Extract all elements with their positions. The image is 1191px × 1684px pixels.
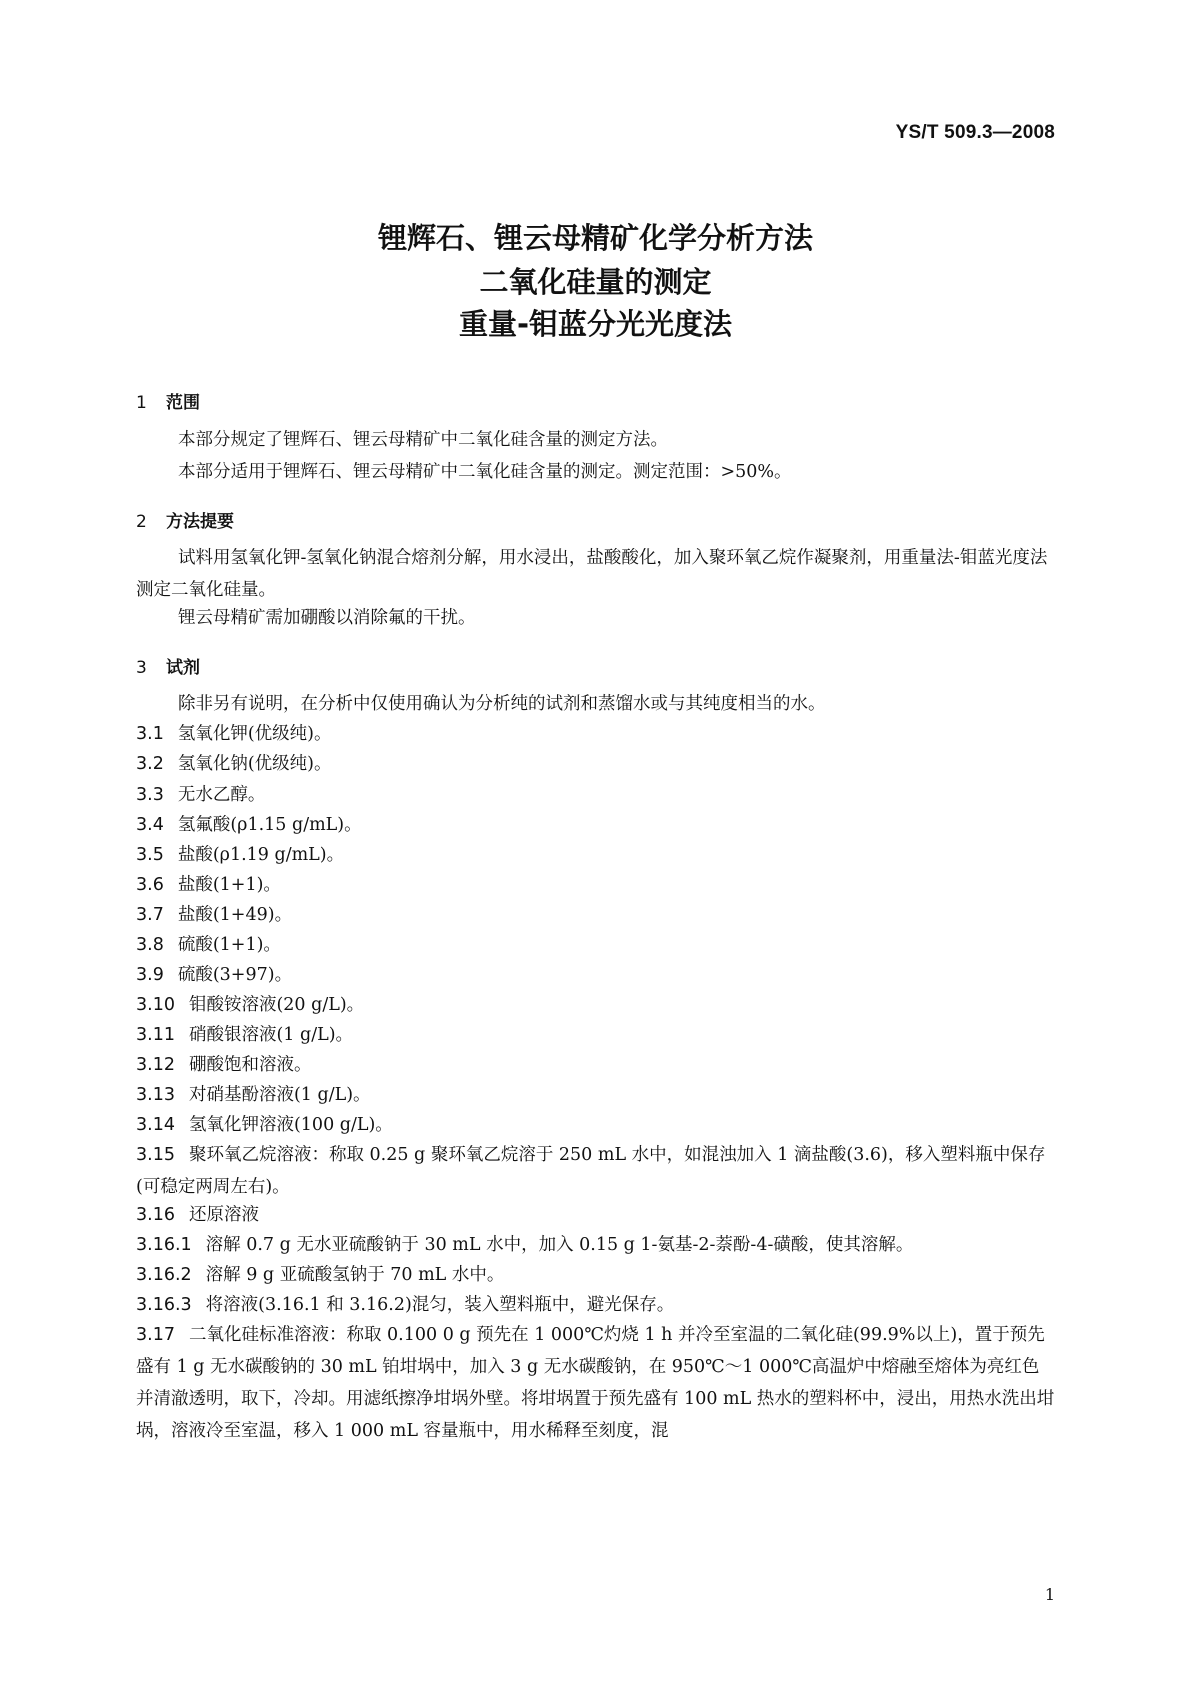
title-line-3: 重量-钼蓝分光光度法	[458, 307, 733, 341]
reagent-item: 3.4 氢氟酸(ρ1.15 g/mL)。	[136, 815, 362, 835]
reagent-item: 3.1 氢氧化钾(优级纯)。	[136, 724, 332, 744]
reagent-item: 3.3 无水乙醇。	[136, 785, 266, 805]
reagent-item: 3.13 对硝基酚溶液(1 g/L)。	[136, 1085, 371, 1105]
section-2-heading: 2 方法提要	[136, 512, 234, 532]
reagent-item: 3.10 钼酸铵溶液(20 g/L)。	[136, 995, 365, 1015]
reagent-item: 3.12 硼酸饱和溶液。	[136, 1055, 312, 1075]
section-3-heading: 3 试剂	[136, 658, 200, 678]
reagent-item: 3.16.1 溶解 0.7 g 无水亚硫酸钠于 30 mL 水中，加入 0.15 g 1-氨基-2-萘酚-4-磺酸，使其溶解。	[136, 1235, 914, 1255]
section-1-para-2: 本部分适用于锂辉石、锂云母精矿中二氧化硅含量的测定。测定范围：>50%。	[178, 462, 792, 482]
reagent-item: 3.8 硫酸(1+1)。	[136, 935, 281, 955]
reagent-item: 3.5 盐酸(ρ1.19 g/mL)。	[136, 845, 345, 865]
title-line-1: 锂辉石、锂云母精矿化学分析方法	[377, 221, 813, 255]
section-2-para-1: 试料用氢氧化钾-氢氧化钠混合熔剂分解，用水浸出，盐酸酸化，加入聚环氧乙烷作凝聚剂，用重量法-钼蓝光度法测定二氧化硅量。	[136, 548, 1048, 600]
section-2-para-2: 锂云母精矿需加硼酸以消除氟的干扰。	[178, 608, 476, 628]
reagent-item: 3.2 氢氧化钠(优级纯)。	[136, 754, 332, 774]
reagent-item: 3.15 聚环氧乙烷溶液：称取 0.25 g 聚环氧乙烷溶于 250 mL 水中，如混浊加入 1 滴盐酸(3.6)，移入塑料瓶中保存(可稳定两周左右)。	[136, 1145, 1046, 1197]
reagent-item: 3.16.2 溶解 9 g 亚硫酸氢钠于 70 mL 水中。	[136, 1265, 505, 1285]
page-number: 1	[1044, 1585, 1055, 1604]
title-line-2: 二氧化硅量的测定	[479, 265, 712, 299]
reagent-item: 3.7 盐酸(1+49)。	[136, 905, 293, 925]
standard-number: YS/T 509.3—2008	[895, 122, 1055, 143]
reagent-item: 3.11 硝酸银溶液(1 g/L)。	[136, 1025, 354, 1045]
reagent-item: 3.6 盐酸(1+1)。	[136, 875, 281, 895]
section-1-para-1: 本部分规定了锂辉石、锂云母精矿中二氧化硅含量的测定方法。	[178, 430, 668, 450]
reagent-item: 3.14 氢氧化钾溶液(100 g/L)。	[136, 1115, 393, 1135]
reagent-item: 3.16 还原溶液	[136, 1205, 259, 1225]
reagent-item: 3.16.3 将溶液(3.16.1 和 3.16.2)混匀，装入塑料瓶中，避光保存。	[136, 1295, 675, 1315]
reagent-item: 3.17 二氧化硅标准溶液：称取 0.100 0 g 预先在 1 000℃灼烧 1 h 并冷至室温的二氧化硅(99.9%以上)，置于预先盛有 1 g 无水碳酸钠的 30 mL 铂坩埚中，加入 3 g 无水碳酸钠，在 950℃～1 000℃高温炉中熔融至熔体为亮红色并清澈透明，取下，冷却。用滤纸擦净坩埚外壁。将坩埚置于预先盛有 100 mL 热水的塑料杯中，浸出，用热水洗出坩埚，溶液冷至室温，移入 1 000 mL 容量瓶中，用水稀释至刻度，混	[136, 1325, 1055, 1441]
section-1-heading: 1 范围	[136, 393, 200, 413]
reagent-item: 3.9 硫酸(3+97)。	[136, 965, 293, 985]
section-3-intro: 除非另有说明，在分析中仅使用确认为分析纯的试剂和蒸馏水或与其纯度相当的水。	[178, 694, 826, 714]
